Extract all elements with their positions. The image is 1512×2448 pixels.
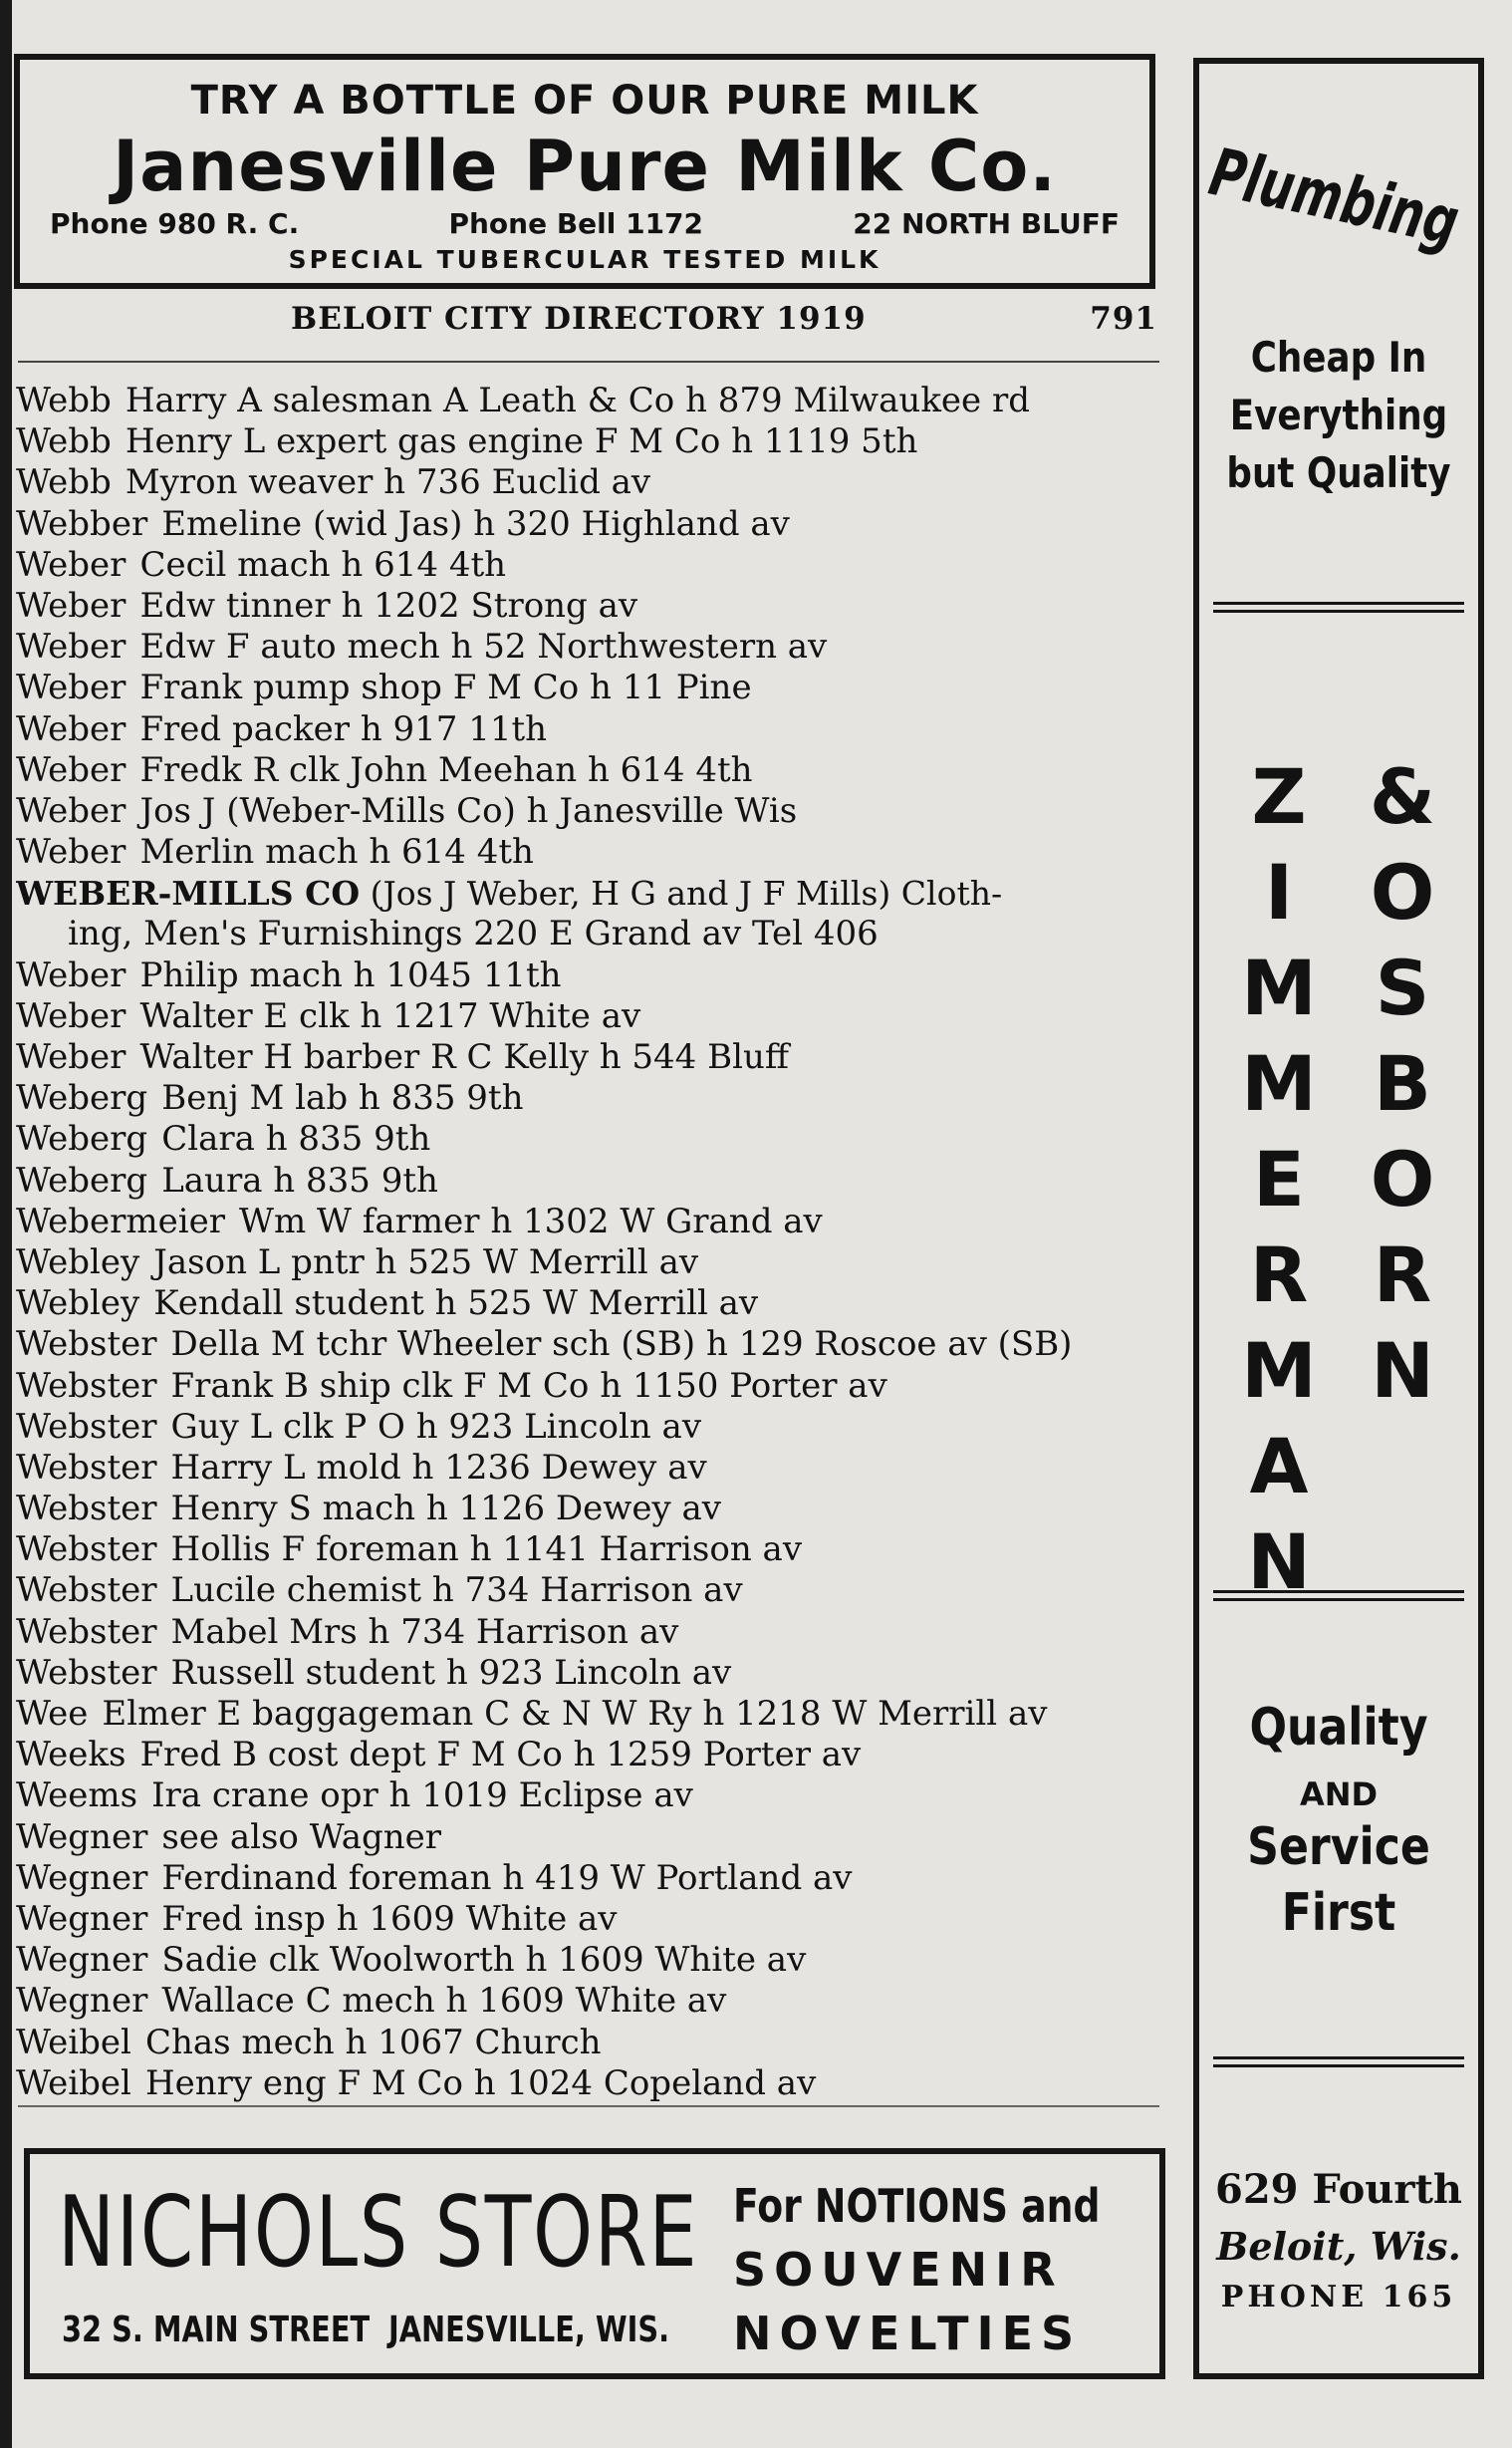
list-item: Weberg Benj M lab h 835 9th [16,1078,524,1119]
list-item: Weber Merlin mach h 614 4th [16,832,534,873]
list-item: Weems Ira crane opr h 1019 Eclipse av [16,1775,693,1816]
directory-listings [16,381,1161,2104]
list-item: Webley Kendall student h 525 W Merrill av [16,1283,759,1324]
list-item: Webster Hollis F foreman h 1141 Harrison av [16,1529,803,1570]
cheap-slogan [1220,329,1457,502]
business-listing-continued [16,914,1161,954]
store-address: 32 S. MAIN STREET [62,2310,371,2350]
ad-special-tagline: SPECIAL TUBERCULAR TESTED MILK [288,245,882,274]
firm-name-zimmerman: Z I M M E R M A N [1241,752,1317,1606]
list-item: Weberg Laura h 835 9th [16,1160,438,1201]
first-text: First [1281,1883,1396,1943]
list-item: Webster Frank B ship clk F M Co h 1150 Porter av [16,1365,887,1406]
list-item: Weibel Chas mech h 1067 Church [16,2022,602,2062]
offering-line-2: SOUVENIR [733,2243,1064,2297]
list-item: Wegner Fred insp h 1609 White av [16,1898,618,1939]
business-details-2: ing, Men's Furnishings 220 E Grand av Tel 406 [68,914,879,954]
business-name: WEBER-MILLS CO [16,874,361,914]
business-listing [16,873,1161,914]
list-item: Webster Henry S mach h 1126 Dewey av [16,1489,721,1529]
cheap-line-2: Everything [1229,391,1448,439]
service-text: Service [1247,1817,1430,1877]
ad-company-name: Janesville Pure Milk Co. [113,126,1057,207]
divider [1213,602,1464,613]
list-item: Wee Elmer E baggageman C & N W Ry h 1218 W Merrill av [16,1694,1048,1734]
list-item: Weibel Henry eng F M Co h 1024 Copeland av [16,2062,817,2103]
quality-text: Quality [1249,1698,1428,1758]
list-item: Wegner see also Wagner [16,1816,442,1857]
list-item: Weber Fredk R clk John Meehan h 614 4th [16,749,753,790]
list-item: Weber Frank pump shop F M Co h 11 Pine [16,668,752,708]
page-number: 791 [1090,301,1157,337]
list-item: Wegner Ferdinand foreman h 419 W Portland av [16,1857,853,1898]
and-text: AND [1299,1775,1379,1813]
cheap-line-3: but Quality [1226,448,1451,497]
page-edge [0,0,12,2448]
cheap-line-1: Cheap In [1250,333,1427,382]
list-item: Webb Henry L expert gas engine F M Co h 1119 5th [16,421,918,462]
divider [1213,1590,1464,1601]
store-city: JANESVILLE, WIS. [388,2310,670,2350]
list-item: Weber Walter H barber R C Kelly h 544 Bluff [16,1037,790,1077]
bottom-advertisement [24,2148,1165,2379]
list-item: Webster Della M tchr Wheeler sch (SB) h 129 Roscoe av (SB) [16,1324,1073,1365]
ad-tagline-top: TRY A BOTTLE OF OUR PURE MILK [190,78,979,124]
list-item: Weberg Clara h 835 9th [16,1119,431,1160]
list-item: Webb Harry A salesman A Leath & Co h 879 Milwaukee rd [16,381,1030,420]
list-item: Webster Guy L clk P O h 923 Lincoln av [16,1406,702,1447]
firm-name-osborn: & O S B O R N [1369,752,1436,1415]
list-item: Webster Russell student h 923 Lincoln av [16,1652,732,1693]
firm-street: 629 Fourth [1214,2166,1463,2213]
list-item: Weber Edw F auto mech h 52 Northwestern av [16,627,828,668]
list-item: Weber Edw tinner h 1202 Strong av [16,585,638,626]
list-item: Wegner Wallace C mech h 1609 White av [16,1981,727,2022]
list-item: Webster Mabel Mrs h 734 Harrison av [16,1611,679,1652]
running-header [291,301,1157,337]
header-rule [18,361,1159,363]
list-item: Webster Harry L mold h 1236 Dewey av [16,1447,707,1488]
list-item: Webermeier Wm W farmer h 1302 W Grand av [16,1201,823,1241]
offering-line-3: NOVELTIES [733,2307,1083,2360]
offering-line-1: For NOTIONS and [733,2179,1101,2233]
list-item: Webley Jason L pntr h 525 W Merrill av [16,1241,699,1282]
footer-rule [18,2105,1159,2107]
divider [1213,2056,1464,2067]
firm-town: Beloit, Wis. [1216,2224,1461,2269]
ad-phone-2: Phone Bell 1172 [448,207,704,240]
top-advertisement [14,54,1155,289]
side-advertisement [1193,58,1484,2379]
list-item: Weeks Fred B cost dept F M Co h 1259 Porter av [16,1735,862,1775]
list-item: Weber Fred packer h 917 11th [16,708,548,749]
list-item: Weber Philip mach h 1045 11th [16,954,562,995]
business-details-1: (Jos J Weber, H G and J F Mills) Cloth- [370,874,1003,914]
ad-contact-line [50,207,1120,240]
ad-address: 22 NORTH BLUFF [853,207,1120,240]
plumbing-headline: Plumbing [1202,134,1466,261]
store-name: NICHOLS STORE [58,2176,699,2290]
list-item: Webb Myron weaver h 736 Euclid av [16,462,651,503]
list-item: Wegner Sadie clk Woolworth h 1609 White av [16,1940,807,1981]
list-item: Webber Emeline (wid Jas) h 320 Highland av [16,503,790,544]
ad-phone-1: Phone 980 R. C. [50,207,300,240]
list-item: Webster Lucile chemist h 734 Harrison av [16,1570,743,1611]
list-item: Weber Walter E clk h 1217 White av [16,995,641,1036]
list-item: Weber Cecil mach h 614 4th [16,544,507,585]
directory-title: BELOIT CITY DIRECTORY 1919 [291,301,867,337]
firm-phone: PHONE 165 [1220,2280,1457,2314]
store-offerings [733,2174,1180,2365]
list-item: Weber Jos J (Weber-Mills Co) h Janesville Wis [16,790,798,831]
